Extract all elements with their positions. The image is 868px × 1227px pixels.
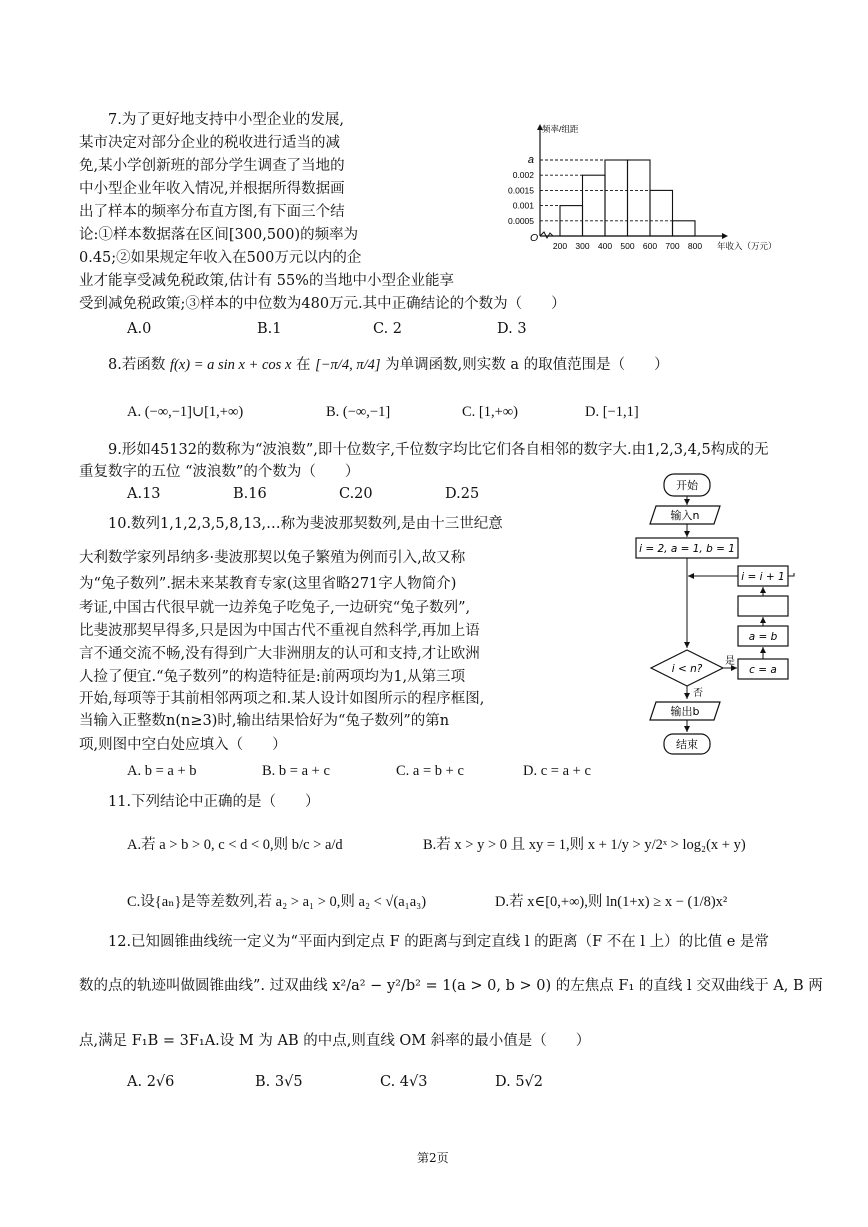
x-tick-label: 800 <box>687 241 703 251</box>
q10-line-6: 言不通交流不畅,没有得到广大非洲朋友的认可和支持,才让欧洲 <box>79 646 480 662</box>
q7-line-7: 0.45;②如果规定年收入在500万元以内的企 <box>79 250 362 266</box>
q7-option-d: D. 3 <box>497 321 527 337</box>
flow-step-blank <box>738 596 788 616</box>
y-tick-label: a <box>527 154 534 166</box>
q7-line-1: 7.为了更好地支持中小型企业的发展, <box>108 112 344 128</box>
page-number: 第2页 <box>417 1151 449 1165</box>
q10-line-10: 项,则图中空白处应填入（ ） <box>79 737 287 753</box>
q10-line-1: 10.数列1,1,2,3,5,8,13,…称为斐波那契数列,是由十三世纪意 <box>108 516 503 532</box>
flow-step-a-text: a = b <box>748 631 778 643</box>
y-tick-label: 0.0005 <box>508 215 534 226</box>
q7-line-5: 出了样本的频率分布直方图,有下面三个结 <box>79 204 345 220</box>
y-axis-label: 频率/组距 <box>542 124 579 134</box>
flow-output-text: 输出b <box>670 705 700 718</box>
x-tick-label: 500 <box>620 241 635 251</box>
x-tick-label: 200 <box>552 241 568 251</box>
q12-option-c: C. 4√3 <box>380 1074 428 1090</box>
q7-option-b: B.1 <box>257 321 282 337</box>
histogram-bar <box>628 160 651 236</box>
q10-line-3: 为“兔子数列”.据未来某教育专家(这里省略271字人物简介) <box>79 576 457 592</box>
q7-line-8: 业才能享受减免税政策,估计有 55%的当地中小型企业能享 <box>79 273 454 289</box>
flow-step-c-text: c = a <box>749 664 777 676</box>
q9-option-c: C.20 <box>339 486 373 502</box>
histogram-bar <box>605 160 628 236</box>
flow-step-i-text: i = i + 1 <box>741 571 785 583</box>
q8-option-c: C. [1,+∞) <box>462 404 518 420</box>
q8-option-d: D. [−1,1] <box>585 404 639 420</box>
q10-line-4: 考证,中国古代很早就一边养兔子吃兔子,一边研究“兔子数列”, <box>79 600 471 616</box>
y-tick-label: 0.002 <box>512 170 534 181</box>
q7-option-a: A.0 <box>127 321 152 337</box>
x-tick-label: 300 <box>575 241 590 251</box>
q12-option-b: B. 3√5 <box>255 1074 303 1090</box>
q10-option-a: A. b = a + b <box>127 763 197 779</box>
q10-line-2: 大利数学家列昂纳多·斐波那契以兔子繁殖为例而引入,故又称 <box>79 550 466 566</box>
x-axis-label: 年收入（万元） <box>717 241 777 251</box>
q11-stem: 11.下列结论中正确的是（ ） <box>108 794 320 810</box>
flow-condition-text: i < n? <box>671 663 703 675</box>
q8-function: f(x) = a sin x + cos x <box>169 357 292 373</box>
q9-line-2: 重复数字的五位 “波浪数”的个数为（ ） <box>79 464 360 480</box>
q9-option-a: A.13 <box>127 486 161 502</box>
flow-no-label: 否 <box>693 688 703 699</box>
q7-line-2: 某市决定对部分企业的税收进行适当的减 <box>79 135 340 151</box>
q11-option-c: C.设{aₙ}是等差数列,若 a₂ > a₁ > 0,则 a₂ < √(a₁a₃) <box>127 894 427 910</box>
x-tick-label: 700 <box>665 241 680 251</box>
q8-stem <box>108 355 669 375</box>
x-tick-label: 400 <box>597 241 613 251</box>
q7-line-3: 免,某小学创新班的部分学生调查了当地的 <box>79 158 345 174</box>
histogram-bar <box>650 190 673 236</box>
q9-option-d: D.25 <box>445 486 480 502</box>
q9-option-b: B.16 <box>233 486 267 502</box>
q8-stem-post: 为单调函数,则实数 a 的取值范围是（ ） <box>385 357 669 373</box>
q7-option-c: C. 2 <box>373 321 403 337</box>
q8-option-a: A. (−∞,−1]∪[1,+∞) <box>127 404 244 420</box>
axis-break <box>540 232 553 238</box>
q7-line-9: 受到减免税政策;③样本的中位数为480万元.其中正确结论的个数为（ ） <box>79 296 566 312</box>
flow-start-text: 开始 <box>676 479 698 492</box>
histogram-bar <box>673 221 696 236</box>
q8-stem-pre: 8.若函数 <box>108 357 166 373</box>
x-axis-arrow <box>722 233 728 239</box>
q12-option-d: D. 5√2 <box>495 1074 544 1090</box>
q9-line-1: 9.形如45132的数称为“波浪数”,即十位数字,千位数字均比它们各自相邻的数字大.由1,2,3,4,5构成的无 <box>108 442 769 458</box>
q12-option-a: A. 2√6 <box>127 1074 175 1090</box>
q11-option-d: D.若 x∈[0,+∞),则 ln(1+x) ≥ x − (1/8)x² <box>495 894 728 910</box>
x-tick-label: 600 <box>642 241 658 251</box>
flow-yes-label: 是 <box>725 656 735 667</box>
q11-option-a: A.若 a > b > 0, c < d < 0,则 b/c > a/d <box>127 837 343 853</box>
q10-option-c: C. a = b + c <box>396 763 464 779</box>
histogram-bar <box>583 175 606 236</box>
q11-option-b: B.若 x > y > 0 且 xy = 1,则 x + 1/y > y/2ˣ > log₂(x + y) <box>423 837 746 853</box>
flow-init-text: i = 2, a = 1, b = 1 <box>639 543 735 555</box>
q10-option-d: D. c = a + c <box>523 763 591 779</box>
q12-line-1: 12.已知圆锥曲线统一定义为“平面内到定点 F 的距离与到定直线 l 的距离（F 不在 l 上）的比值 e 是常 <box>108 934 769 950</box>
histogram-chart <box>492 118 812 268</box>
q12-line-2: 数的点的轨迹叫做圆锥曲线”. 过双曲线 x²/a² − y²/b² = 1(a > 0, b > 0) 的左焦点 F₁ 的直线 l 交双曲线于 A, B 两 <box>79 978 823 994</box>
y-tick-label: 0.0015 <box>508 185 534 196</box>
q10-line-7: 人捡了便宜.“兔子数列”的构造特征是:前两项均为1,从第三项 <box>79 669 466 685</box>
q10-line-5: 比斐波那契早得多,只是因为中国古代不重视自然科学,再加上语 <box>79 623 480 639</box>
q8-stem-mid: 在 <box>296 357 311 373</box>
flow-end-text: 结束 <box>676 738 698 751</box>
q10-option-b: B. b = a + c <box>262 763 330 779</box>
q7-line-4: 中小型企业年收入情况,并根据所得数据画 <box>79 181 345 197</box>
q8-option-b: B. (−∞,−1] <box>326 404 391 420</box>
program-flowchart <box>630 470 800 760</box>
q10-line-9: 当输入正整数n(n≥3)时,输出结果恰好为“兔子数列”的第n <box>79 713 450 729</box>
flow-input-text: 输入n <box>670 509 700 522</box>
q7-line-6: 论:①样本数据落在区间[300,500)的频率为 <box>79 227 359 243</box>
y-tick-label: 0.001 <box>512 200 534 211</box>
q8-interval: [−π/4, π/4] <box>315 357 381 373</box>
origin-label: O <box>530 232 539 244</box>
q10-line-8: 开始,每项等于其前相邻两项之和.某人设计如图所示的程序框图, <box>79 691 485 707</box>
q12-line-3: 点,满足 F₁B = 3F₁A.设 M 为 AB 的中点,则直线 OM 斜率的最小值是（ ） <box>79 1033 591 1049</box>
